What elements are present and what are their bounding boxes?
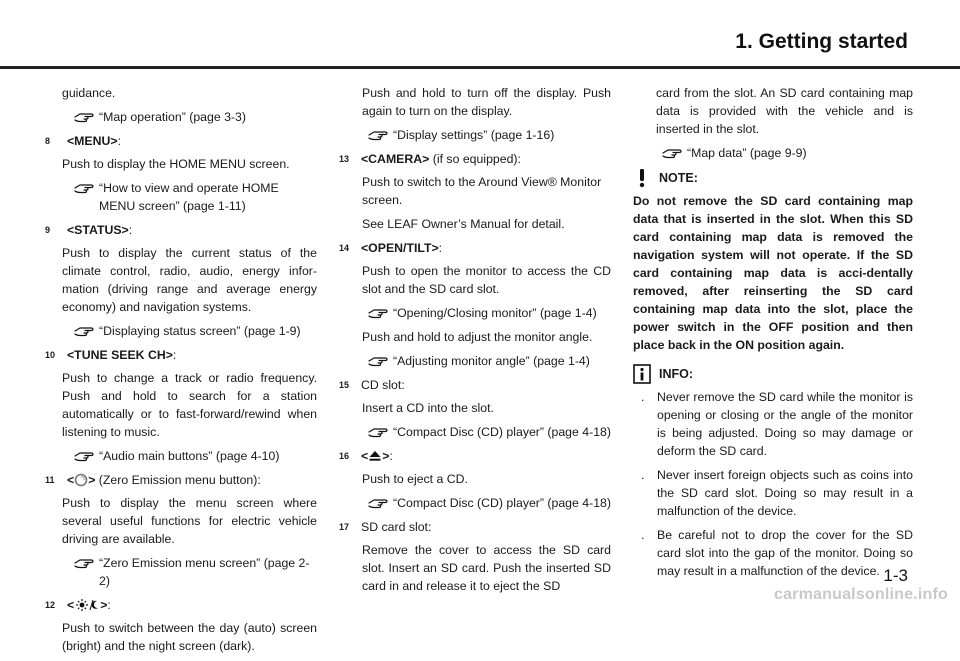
item-10-description: Push to change a track or radio frequency. Push and hold to search for a station automatically or to fast-forward/rewind when listening to music.	[62, 371, 317, 439]
item-number: 16	[339, 451, 350, 461]
item-14-description: Push to open the monitor to access the CD slot and the SD card slot.	[362, 264, 611, 296]
reference-text: “Map operation” (page 3-3)	[99, 110, 246, 124]
item-9-description: Push to display the current status of the climate control, radio, audio, energy infor-mation (driving range and average energy economy) and navigation systems.	[62, 246, 317, 314]
item-number: 10	[45, 350, 56, 360]
sd-card-continued-text: card from the slot. An SD card containing map data is provided with the vehicle and is inserted in the slot.	[656, 86, 913, 136]
reference-map-data[interactable]	[633, 144, 913, 162]
reference-home-menu[interactable]	[45, 179, 317, 215]
pointing-hand-icon	[368, 425, 388, 438]
zero-emission-icon	[74, 473, 88, 487]
pointing-hand-icon	[368, 354, 388, 367]
item-12-description: Push to switch between the day (auto) screen (bright) and the night screen (dark).	[62, 621, 317, 653]
item-14-description-2: Push and hold to adjust the monitor angle.	[362, 330, 593, 344]
bullet-text: Be careful not to drop the cover for the SD card slot into the gap of the monitor. Doing so may result in a malfunction of the device.	[657, 528, 913, 578]
watermark: carmanualsonline.info	[773, 586, 948, 603]
pointing-hand-icon	[662, 146, 682, 159]
info-label: INFO:	[659, 367, 694, 381]
note-label: NOTE:	[659, 171, 698, 185]
label-suffix: :	[389, 449, 393, 463]
bracket-close: >	[88, 473, 96, 487]
page-number: 1-3	[883, 566, 908, 585]
column-1	[45, 84, 317, 661]
label-suffix: :	[438, 241, 443, 255]
label-suffix: (Zero Emission menu button):	[98, 473, 261, 487]
reference-text: “Displaying status screen” (page 1-9)	[99, 324, 301, 338]
pointing-hand-icon	[368, 128, 388, 141]
item-8-heading	[45, 132, 317, 150]
bullet-text: Never remove the SD card while the monitor is opening or closing or the angle of the monitor is being adjusted. Doing so may damage or deform the SD card.	[657, 390, 913, 458]
reference-map-operation[interactable]	[45, 108, 317, 126]
item-15-heading	[339, 376, 611, 394]
item-number: 14	[339, 243, 350, 253]
info-icon	[633, 364, 651, 384]
info-bullet	[633, 466, 913, 520]
item-13-note: See LEAF Owner’s Manual for detail.	[362, 217, 565, 231]
reference-text: “Compact Disc (CD) player” (page 4-18)	[393, 425, 611, 439]
exclamation-icon	[633, 168, 651, 188]
bracket-close: >	[382, 449, 390, 463]
header-divider	[0, 66, 960, 69]
item-16-description: Push to eject a CD.	[362, 472, 468, 486]
reference-text: “Zero Emission menu screen” (page 2-2)	[99, 556, 310, 588]
column-3	[633, 84, 913, 586]
label-suffix: :	[128, 223, 133, 237]
bullet-mark: .	[641, 528, 645, 542]
item-13-heading	[339, 150, 611, 168]
item-13-description: Push to switch to the Around View® Monitor screen.	[362, 175, 602, 207]
sd-slot-label: SD card slot:	[361, 520, 432, 534]
reference-text: “How to view and operate HOME MENU screen” (page 1-11)	[99, 181, 279, 213]
reference-cd-player[interactable]	[339, 423, 611, 441]
bullet-mark: .	[641, 468, 645, 482]
camera-button-label: <CAMERA>	[361, 152, 430, 166]
bracket-open: <	[67, 473, 75, 487]
display-off-text: Push and hold to turn off the display. Push again to turn on the display.	[362, 86, 611, 118]
item-9-heading	[45, 221, 317, 239]
day-night-icon	[74, 598, 100, 612]
item-number: 13	[339, 154, 350, 164]
item-11-description: Push to display the menu screen where several useful functions for electric vehicle driving are available.	[62, 496, 317, 546]
item-number: 17	[339, 522, 350, 532]
reference-monitor-angle[interactable]	[339, 352, 611, 370]
guidance-text: guidance.	[62, 86, 116, 100]
pointing-hand-icon	[74, 556, 94, 569]
column-2	[339, 84, 611, 601]
item-16-heading	[339, 447, 611, 465]
open-tilt-button-label: <OPEN/TILT>	[361, 241, 439, 255]
label-suffix: :	[117, 134, 121, 148]
item-number: 12	[45, 600, 56, 610]
item-15-description: Insert a CD into the slot.	[362, 401, 494, 415]
reference-audio-buttons[interactable]	[45, 447, 317, 465]
bracket-open: <	[67, 598, 75, 612]
status-button-label: <STATUS>	[67, 223, 129, 237]
pointing-hand-icon	[368, 306, 388, 319]
note-text: Do not remove the SD card containing map data that is inserted in the slot. When this SD card containing map data is removed the navigation system will not operate. If the SD card containing map data is acci-dentally removed, after reinserting the SD card containing map data into the slot, place the power switch in the OFF position and then place back in the ON position again.	[633, 194, 913, 352]
pointing-hand-icon	[74, 449, 94, 462]
reference-display-settings[interactable]	[339, 126, 611, 144]
info-heading	[633, 364, 913, 384]
reference-text: “Adjusting monitor angle” (page 1-4)	[393, 354, 590, 368]
page-title: 1. Getting started	[735, 30, 908, 53]
pointing-hand-icon	[74, 181, 94, 194]
tune-seek-button-label: <TUNE SEEK CH>	[67, 348, 173, 362]
reference-text: “Compact Disc (CD) player” (page 4-18)	[393, 496, 611, 510]
item-17-heading	[339, 518, 611, 536]
reference-text: “Map data” (page 9-9)	[687, 146, 807, 160]
label-suffix: :	[107, 598, 111, 612]
pointing-hand-icon	[74, 324, 94, 337]
cd-slot-label: CD slot:	[361, 378, 405, 392]
item-number: 9	[45, 225, 51, 235]
note-heading	[633, 168, 913, 188]
info-bullet	[633, 388, 913, 460]
label-suffix: (if so equipped):	[432, 152, 521, 166]
item-number: 11	[45, 475, 55, 485]
reference-zero-emission[interactable]	[45, 554, 317, 590]
reference-text: “Audio main buttons” (page 4-10)	[99, 449, 280, 463]
reference-text: “Opening/Closing monitor” (page 1-4)	[393, 306, 597, 320]
item-17-description: Remove the cover to access the SD card slot. Insert an SD card. Push the inserted SD card in and release it to eject the SD	[362, 543, 611, 593]
item-14-heading	[339, 239, 611, 257]
item-8-description: Push to display the HOME MENU screen.	[62, 157, 290, 171]
info-bullet	[633, 526, 913, 580]
reference-opening-monitor[interactable]	[339, 304, 611, 322]
eject-icon	[368, 450, 382, 462]
reference-cd-player-2[interactable]	[339, 494, 611, 512]
reference-status-screen[interactable]	[45, 322, 317, 340]
bracket-close: >	[100, 598, 108, 612]
item-10-heading	[45, 346, 317, 364]
pointing-hand-icon	[368, 496, 388, 509]
item-number: 8	[45, 136, 51, 146]
item-12-heading	[45, 596, 317, 614]
bracket-open: <	[361, 449, 369, 463]
label-suffix: :	[172, 348, 177, 362]
item-11-heading	[45, 471, 317, 489]
bullet-text: Never insert foreign objects such as coins into the SD card slot. Doing so may result in a malfunction of the device.	[657, 468, 913, 518]
item-number: 15	[339, 380, 350, 390]
pointing-hand-icon	[74, 110, 94, 123]
reference-text: “Display settings” (page 1-16)	[393, 128, 555, 142]
menu-button-label: <MENU>	[67, 134, 118, 148]
bullet-mark: .	[641, 390, 645, 404]
